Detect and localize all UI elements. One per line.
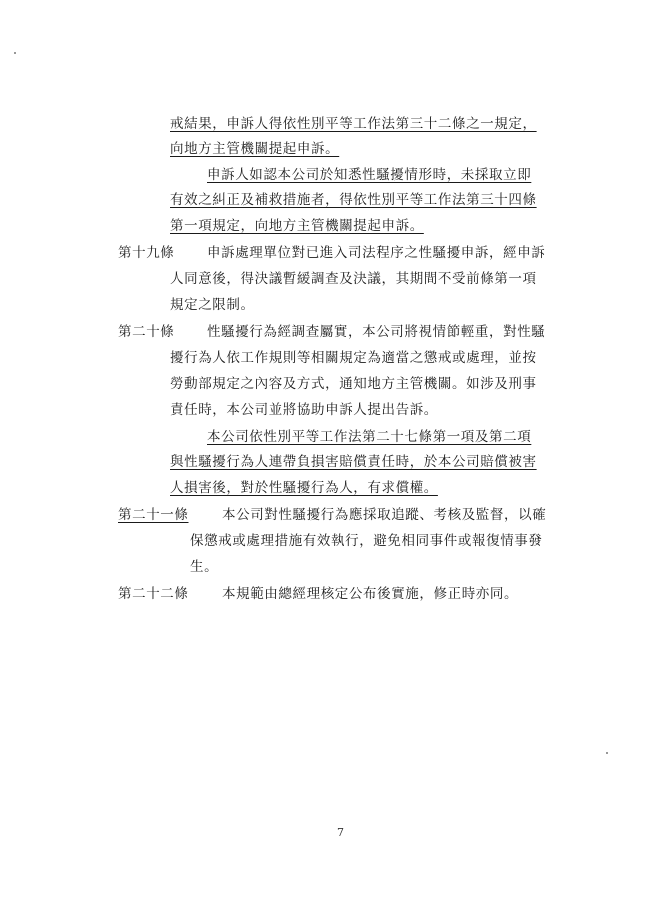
text-line: 擾行為人依工作規則等相關規定為適當之懲戒或處理，並按 [170, 350, 537, 366]
text-line: 本公司依性別平等工作法第二十七條第一項及第二項 [207, 429, 532, 445]
text-line: 性騷擾行為經調查屬實，本公司將視情節輕重，對性騷 [207, 324, 546, 340]
article-20-label: 第二十條 [118, 324, 175, 340]
text-line: 本公司對性騷擾行為應採取追蹤、考核及監督，以確 [222, 507, 547, 523]
article-19-label: 第十九條 [118, 245, 175, 261]
text-line: 生。 [190, 559, 219, 575]
text-line: 勞動部規定之內容及方式，通知地方主管機關。如涉及刑事 [170, 376, 537, 392]
text-line: 申訴處理單位對已進入司法程序之性騷擾申訴，經申訴 [207, 245, 546, 261]
page-number: 7 [337, 826, 344, 839]
text-line: 第一項規定，向地方主管機關提起申訴。 [170, 218, 424, 234]
text-line: 人同意後，得決議暫緩調查及決議，其期間不受前條第一項 [170, 271, 537, 287]
text-line: 有效之糾正及補救措施者，得依性別平等工作法第三十四條 [170, 192, 537, 208]
scan-speck [606, 752, 608, 754]
article-21-label: 第二十一條 [118, 507, 189, 523]
text-line: 責任時，本公司並將協助申訴人提出告訴。 [170, 402, 438, 418]
text-line: 規定之限制。 [170, 297, 255, 313]
text-line: 戒結果，申訴人得依性別平等工作法第三十二條之一規定， [170, 116, 537, 132]
text-line: 申訴人如認本公司於知悉性騷擾情形時，未採取立即 [207, 167, 532, 183]
text-line: 向地方主管機關提起申訴。 [170, 141, 340, 157]
text-line: 人損害後，對於性騷擾行為人，有求償權。 [170, 480, 438, 496]
text-line: 保懲戒或處理措施有效執行，避免相同事件或報復情事發 [190, 533, 543, 549]
text-line: 本規範由總經理核定公布後實施，修正時亦同。 [222, 586, 519, 602]
text-line: 與性騷擾行為人連帶負損害賠償責任時，於本公司賠償被害 [170, 454, 537, 470]
scan-speck [14, 52, 16, 54]
article-22-label: 第二十二條 [118, 586, 189, 602]
